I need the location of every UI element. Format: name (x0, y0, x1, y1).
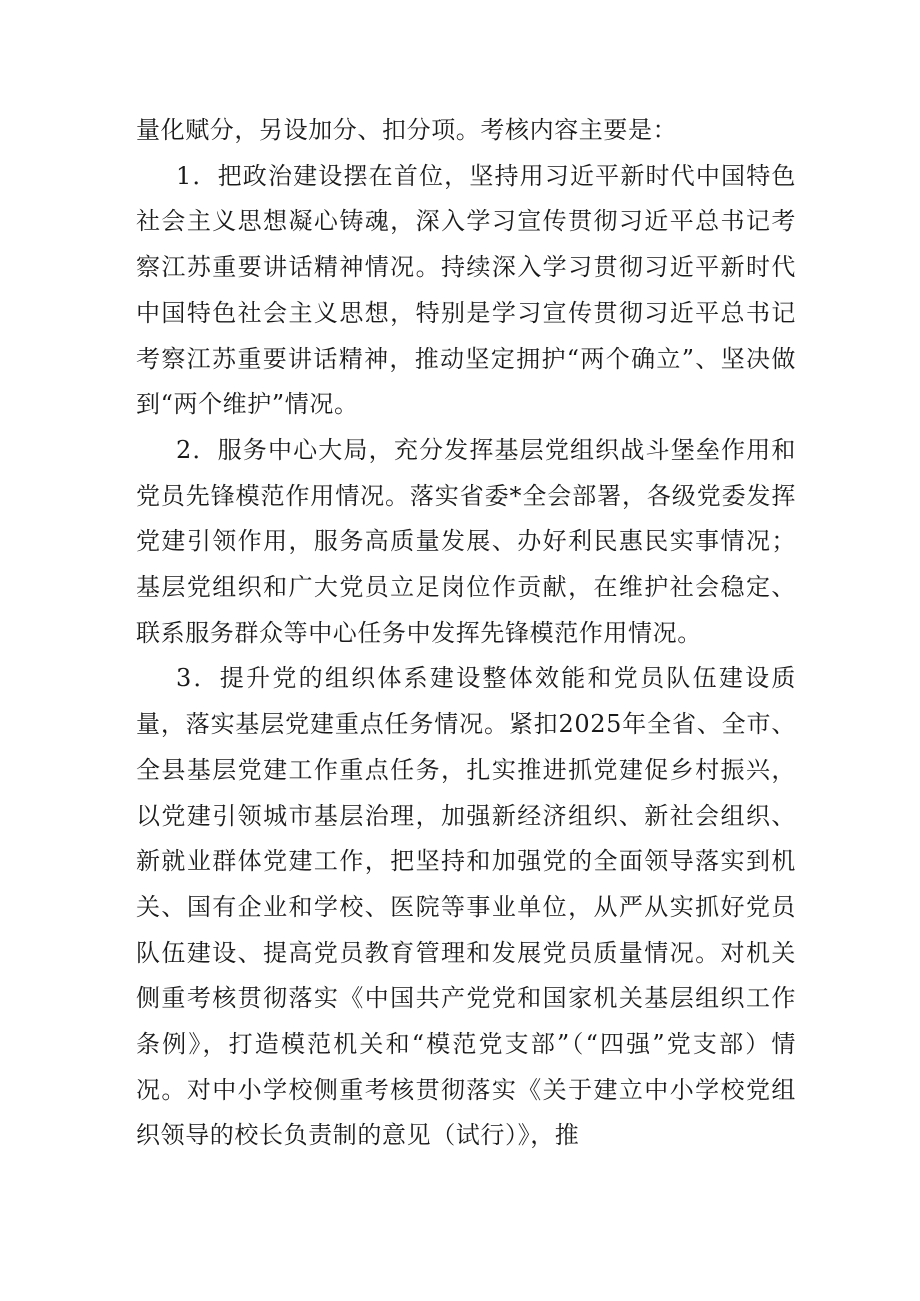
paragraph-intro: 量化赋分，另设加分、扣分项。考核内容主要是： (136, 116, 678, 144)
paragraph-item-3: 3．提升党的组织体系建设整体效能和党员队伍建设质量，落实基层党建重点任务情况。紧扣2025年全省、全市、全县基层党建工作重点任务，扎实推进抓党建促乡村振兴，以党建引领城市基层治理，加强新经济组织、新社会组织、新就业群体党建工作，把坚持和加强党的全面领导落实到机关、国有企业和学校、医院等事业单位，从严从实抓好党员队伍建设、提高党员教育管理和发展党员质量情况。对机关侧重考核贯彻落实《中国共产党党和国家机关基层组织工作条例》，打造模范机关和“模范党支部”（“四强”党支部）情况。对中小学校侧重考核贯彻落实《关于建立中小学校党组织领导的校长负责制的意见（试行）》，推 (136, 664, 796, 1150)
paragraph-item-1: 1．把政治建设摆在首位，坚持用习近平新时代中国特色社会主义思想凝心铸魂，深入学习宣传贯彻习近平总书记考察江苏重要讲话精神情况。持续深入学习贯彻习近平新时代中国特色社会主义思想，特别是学习宣传贯彻习近平总书记考察江苏重要讲话精神，推动坚定拥护“两个确立”、坚决做到“两个维护”情况。 (136, 161, 796, 419)
document-body (136, 108, 796, 1159)
paragraph-item-2: 2．服务中心大局，充分发挥基层党组织战斗堡垒作用和党员先锋模范作用情况。落实省委*全会部署，各级党委发挥党建引领作用，服务高质量发展、办好利民惠民实事情况；基层党组织和广大党员立足岗位作贡献，在维护社会稳定、联系服务群众等中心任务中发挥先锋模范作用情况。 (136, 435, 796, 647)
